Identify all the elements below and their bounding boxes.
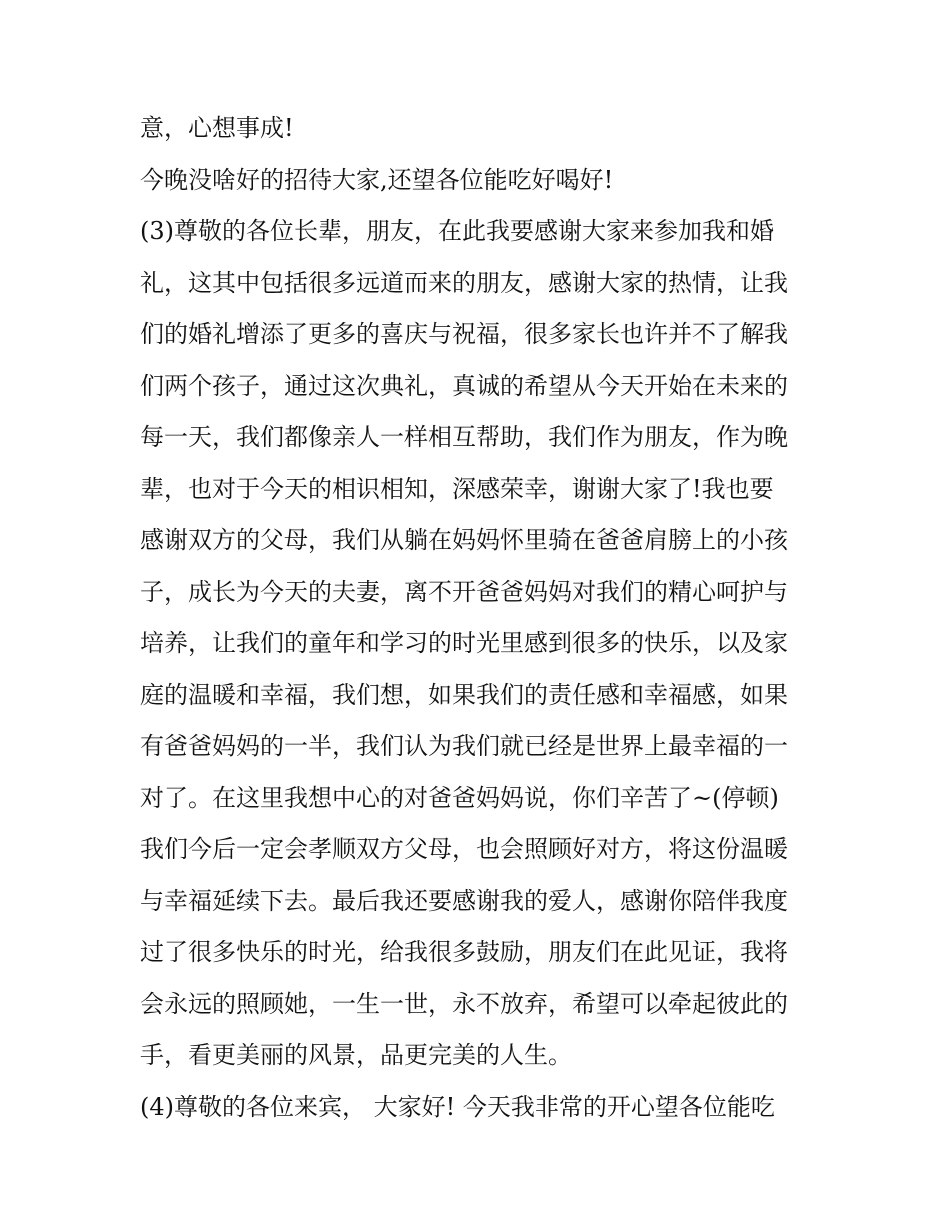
text-line: 对了。在这里我想中心的对爸爸妈妈说，你们辛苦了~(停顿) (140, 784, 779, 812)
text-line: 们的婚礼增添了更多的喜庆与祝福，很多家长也许并不了解我 (140, 320, 788, 348)
text-line: (4)尊敬的各位来宾， 大家好! 今天我非常的开心望各位能吃 (140, 1093, 775, 1121)
text-line: (3)尊敬的各位长辈，朋友，在此我要感谢大家来参加我和婚 (140, 217, 774, 245)
text-line: 过了很多快乐的时光，给我很多鼓励，朋友们在此见证，我将 (140, 938, 788, 966)
text-line: 感谢双方的父母，我们从躺在妈妈怀里骑在爸爸肩膀上的小孩 (140, 526, 788, 554)
text-line: 辈，也对于今天的相识相知，深感荣幸，谢谢大家了!我也要 (140, 475, 774, 503)
text-line: 手，看更美丽的风景，品更完美的人生。 (140, 1041, 572, 1069)
text-line: 会永远的照顾她，一生一世，永不放弃，希望可以牵起彼此的 (140, 990, 788, 1018)
text-line: 庭的温暖和幸福，我们想，如果我们的责任感和幸福感，如果 (140, 681, 788, 709)
text-line: 礼，这其中包括很多远道而来的朋友，感谢大家的热情，让我 (140, 269, 788, 297)
text-line: 今晚没啥好的招待大家,还望各位能吃好喝好! (140, 166, 614, 194)
text-line: 意，心想事成! (140, 114, 294, 142)
text-line: 与幸福延续下去。最后我还要感谢我的爱人，感谢你陪伴我度 (140, 887, 788, 915)
text-line: 培养，让我们的童年和学习的时光里感到很多的快乐，以及家 (140, 629, 788, 657)
text-line: 每一天，我们都像亲人一样相互帮助，我们作为朋友，作为晚 (140, 423, 788, 451)
text-line: 子，成长为今天的夫妻，离不开爸爸妈妈对我们的精心呵护与 (140, 578, 788, 606)
text-line: 有爸爸妈妈的一半，我们认为我们就已经是世界上最幸福的一 (140, 732, 788, 760)
text-line: 们两个孩子，通过这次典礼，真诚的希望从今天开始在未来的 (140, 372, 788, 400)
text-line: 我们今后一定会孝顺双方父母，也会照顾好对方，将这份温暖 (140, 835, 788, 863)
